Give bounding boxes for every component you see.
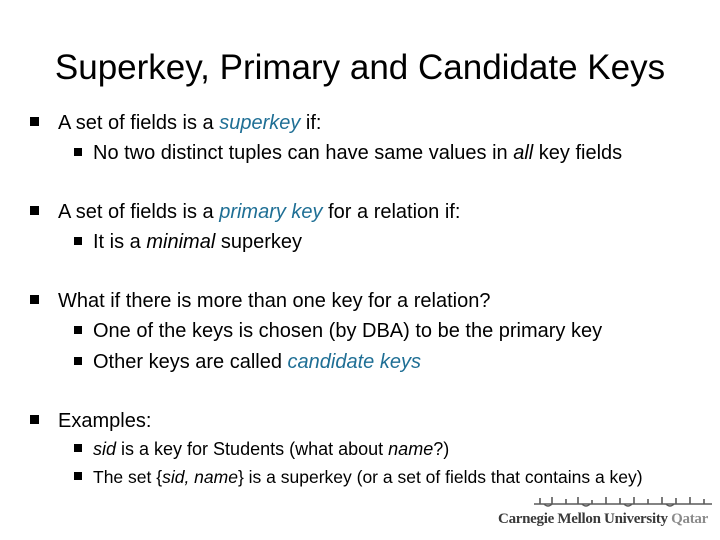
square-bullet-icon bbox=[74, 444, 82, 452]
square-bullet-icon bbox=[30, 117, 39, 126]
sub-bullet-chosen-primary: One of the keys is chosen (by DBA) to be the primary key bbox=[74, 318, 602, 344]
logo-english-text: Carnegie Mellon University Qatar bbox=[498, 511, 708, 527]
term-superkey: superkey bbox=[219, 112, 301, 134]
square-bullet-icon bbox=[30, 295, 39, 304]
term-candidate-keys: candidate keys bbox=[287, 351, 421, 373]
bullet-superkey: A set of fields is a superkey if: bbox=[30, 110, 321, 136]
sub-bullet-primary-key-def: It is a minimal superkey bbox=[74, 229, 302, 255]
bullet-more-than-one-key: What if there is more than one key for a relation? bbox=[30, 288, 490, 314]
square-bullet-icon bbox=[74, 472, 82, 480]
bullet-primary-key: A set of fields is a primary key for a relation if: bbox=[30, 199, 460, 225]
sub-bullet-sid-name-superkey: The set {sid, name} is a superkey (or a set of fields that contains a key) bbox=[74, 464, 643, 490]
square-bullet-icon bbox=[74, 237, 82, 245]
square-bullet-icon bbox=[74, 357, 82, 365]
square-bullet-icon bbox=[30, 206, 39, 215]
sub-bullet-superkey-def: No two distinct tuples can have same values in all key fields bbox=[74, 140, 622, 166]
bullet-examples: Examples: bbox=[30, 408, 151, 434]
square-bullet-icon bbox=[74, 148, 82, 156]
arabic-wordmark-icon bbox=[532, 494, 714, 508]
sub-bullet-candidate-keys: Other keys are called candidate keys bbox=[74, 349, 421, 375]
cmu-qatar-logo bbox=[498, 494, 714, 534]
square-bullet-icon bbox=[30, 415, 39, 424]
term-primary-key: primary key bbox=[219, 201, 323, 223]
sub-bullet-sid-key: sid is a key for Students (what about name?) bbox=[74, 436, 449, 462]
square-bullet-icon bbox=[74, 326, 82, 334]
slide-title: Superkey, Primary and Candidate Keys bbox=[54, 48, 666, 87]
